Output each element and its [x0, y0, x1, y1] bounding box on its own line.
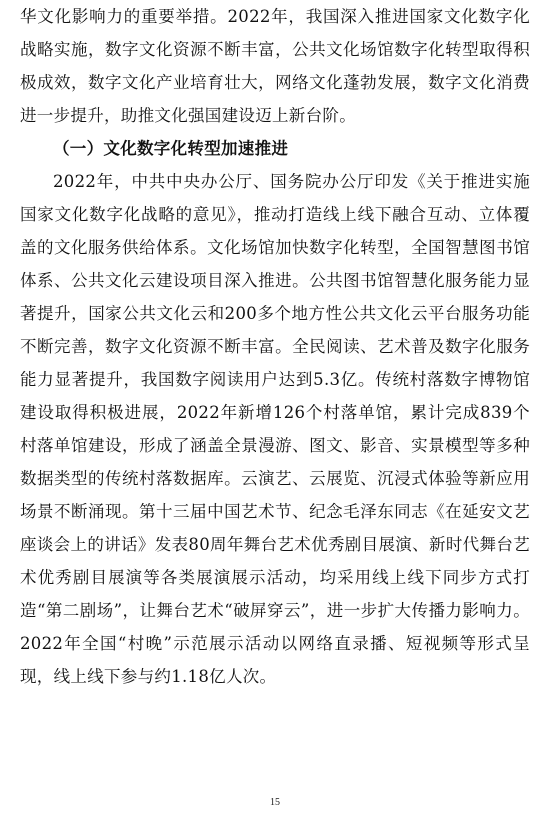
- page-content: [20, 0, 530, 693]
- paragraph-continuation: 华文化影响力的重要举措。2022年，我国深入推进国家文化数字化战略实施，数字文化资源不断丰富，公共文化场馆数字化转型取得积极成效，数字文化产业培育壮大，网络文化蓬勃发展，数字文化消费进一步提升，助推文化强国建设迈上新台阶。: [20, 7, 530, 125]
- section-body-paragraph: 2022年，中共中央办公厅、国务院办公厅印发《关于推进实施国家文化数字化战略的意见》，推动打造线上线下融合互动、立体覆盖的文化服务供给体系。文化场馆加快数字化转型，全国智慧图书馆体系、公共文化云建设项目深入推进。公共图书馆智慧化服务能力显著提升，国家公共文化云和200多个地方性公共文化云平台服务功能不断完善，数字文化资源不断丰富。全民阅读、艺术普及数字化服务能力显著提升，我国数字阅读用户达到5.3亿。传统村落数字博物馆建设取得积极进展，2022年新增126个村落单馆，累计完成839个村落单馆建设，形成了涵盖全景漫游、图文、影音、实景模型等多种数据类型的传统村落数据库。云演艺、云展览、沉浸式体验等新应用场景不断涌现。第十三届中国艺术节、纪念毛泽东同志《在延安文艺座谈会上的讲话》发表80周年舞台艺术优秀剧目展演、新时代舞台艺术优秀剧目展演等各类展演展示活动，均采用线上线下同步方式打造“第二剧场”，让舞台艺术“破屏穿云”，进一步扩大传播力影响力。2022年全国“村晚”示范展示活动以网络直录播、短视频等形式呈现，线上线下参与约1.18亿人次。: [20, 172, 530, 686]
- section-heading: （一）文化数字化转型加速推进: [53, 139, 289, 158]
- page-number: 15: [270, 797, 280, 808]
